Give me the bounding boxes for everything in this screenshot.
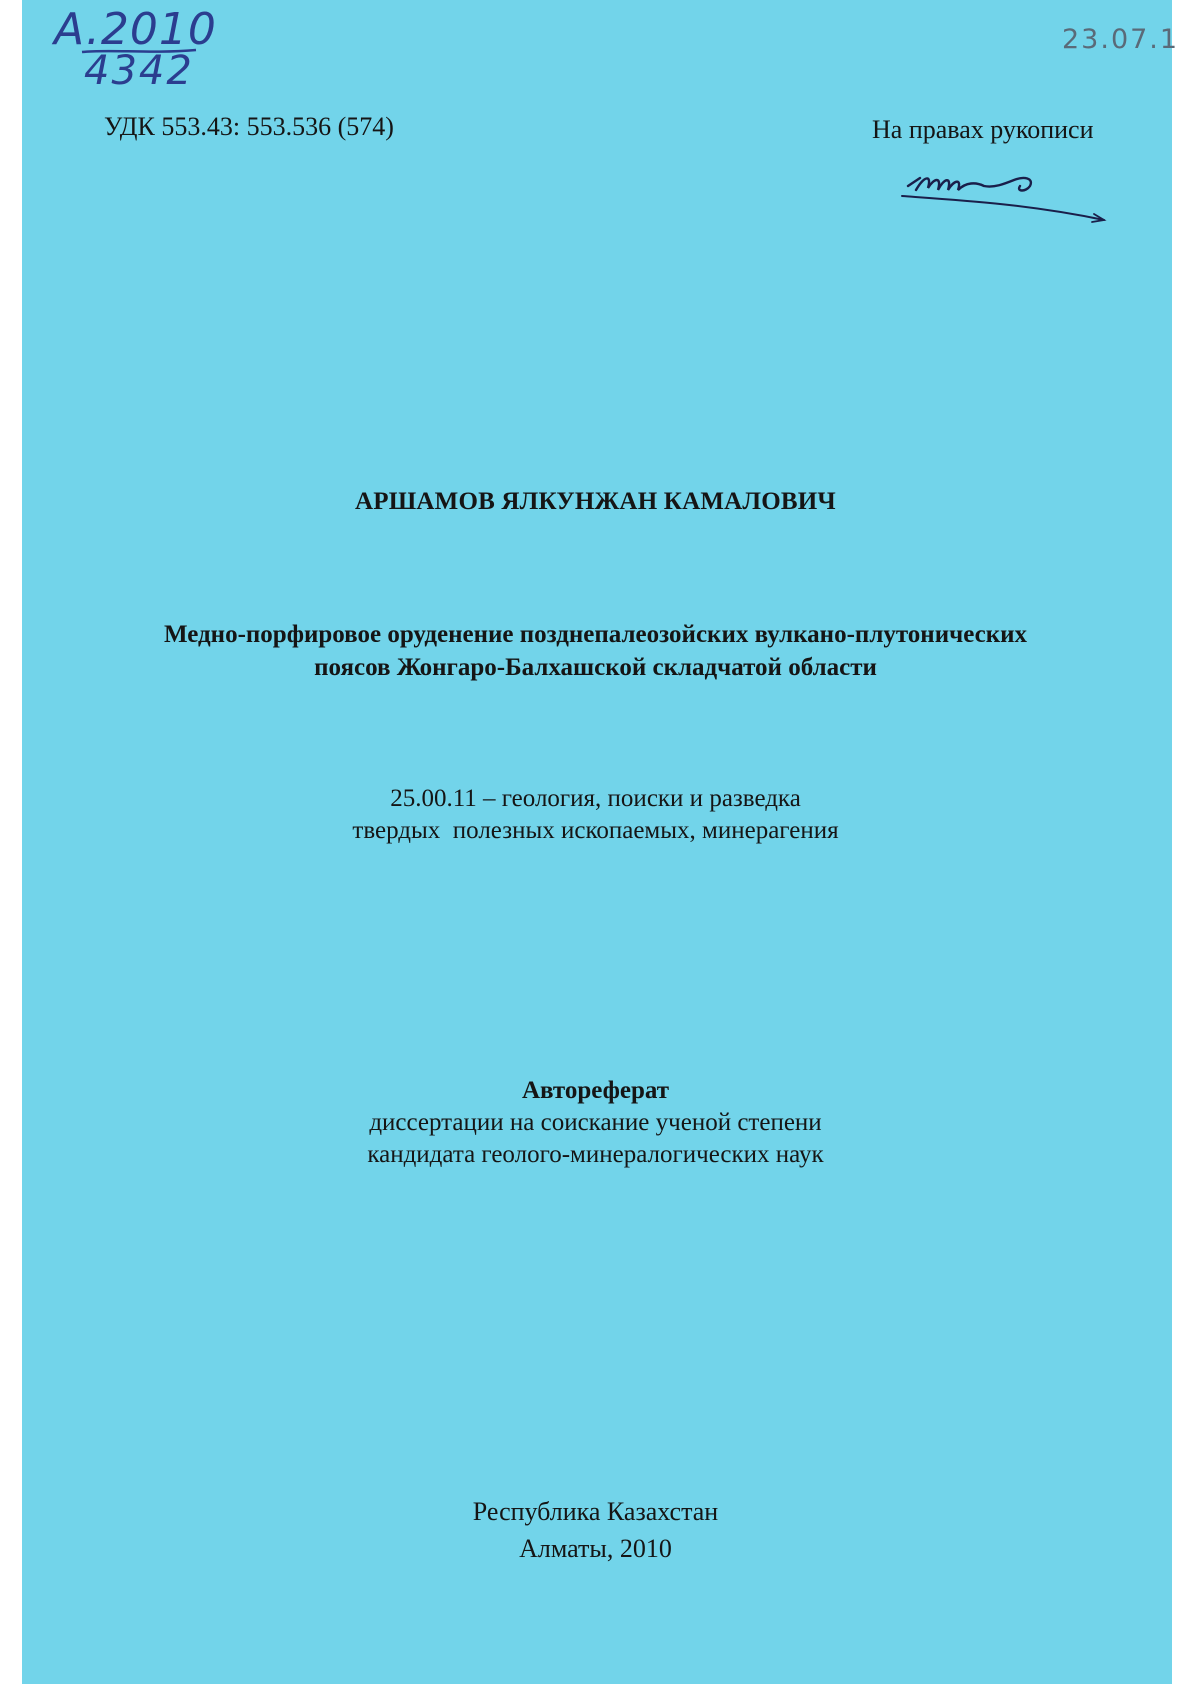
author-name: АРШАМОВ ЯЛКУНЖАН КАМАЛОВИЧ bbox=[355, 488, 836, 515]
handwritten-date: 23.07.1 bbox=[1062, 24, 1180, 55]
document-type-block bbox=[0, 1075, 1191, 1171]
author-name-block bbox=[0, 488, 1191, 516]
document-type-heading: Автореферат bbox=[521, 1077, 670, 1104]
document-type-line-2: кандидата геолого-минералогических наук bbox=[367, 1141, 824, 1168]
handwritten-accession-bottom: 4342 bbox=[84, 48, 194, 94]
signature-icon bbox=[898, 160, 1108, 232]
specialty-line-1: 25.00.11 – геология, поиски и разведка bbox=[390, 785, 801, 812]
title-line-2: поясов Жонгаро-Балхашской складчатой области bbox=[314, 654, 877, 681]
rights-notice: На правах рукописи bbox=[872, 115, 1094, 144]
udk-code: УДК 553.43: 553.536 (574) bbox=[104, 112, 394, 141]
document-type-line-1: диссертации на соискание ученой степени bbox=[369, 1109, 822, 1136]
specialty-block bbox=[0, 783, 1191, 847]
specialty-line-2: твердых полезных ископаемых, минерагения bbox=[352, 817, 839, 844]
footer-block bbox=[0, 1493, 1191, 1567]
footer-country: Республика Казахстан bbox=[472, 1497, 719, 1526]
handwritten-accession-top: A.2010 bbox=[54, 4, 217, 55]
dissertation-title bbox=[0, 618, 1191, 684]
footer-city-year: Алматы, 2010 bbox=[519, 1534, 672, 1563]
title-line-1: Медно-порфировое оруденение позднепалеозойских вулкано-плутонических bbox=[163, 621, 1028, 648]
